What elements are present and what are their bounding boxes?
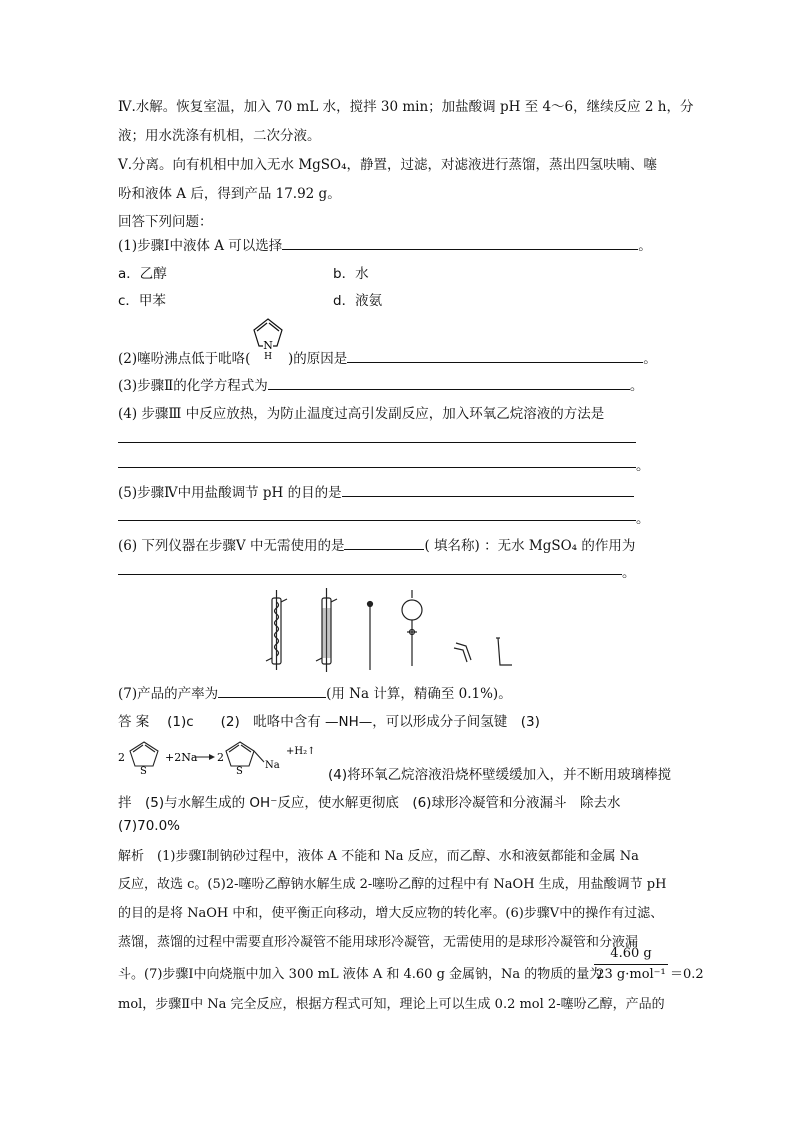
eq-plus: +2Na (165, 751, 198, 764)
question-4-end: 。 (636, 458, 650, 474)
adapter-icon (454, 643, 471, 662)
question-6 (118, 534, 635, 554)
thermometer-icon (368, 602, 373, 671)
option-b: b．水 (333, 266, 369, 282)
eq-arrow-head (209, 754, 215, 760)
question-7-post: (用 Na 计算，精确至 0.1%)。 (326, 686, 512, 702)
question-6-post: ( 填名称) ：无水 MgSO₄ 的作用为 (424, 538, 636, 554)
answer-blank-1[interactable] (282, 235, 638, 250)
question-2-end: 。 (643, 351, 657, 367)
question-3-end: 。 (629, 378, 644, 394)
question-1 (118, 234, 652, 254)
answer-blank-2[interactable] (347, 348, 643, 363)
question-2-pre: (2)噻吩沸点低于吡咯( (118, 351, 251, 367)
eq-coef2: 2 (217, 751, 224, 764)
step4-line1: Ⅳ.水解。恢复室温，加入 70 mL 水，搅拌 30 min；加盐酸调 pH 至 4～6，继续反应 2 h，分 (118, 99, 694, 115)
eq-S2: S (236, 766, 243, 777)
answer-blank-7[interactable] (218, 683, 326, 698)
explanation-line3: 的目的是将 NaOH 中和，使平衡正向移动，增大反应物的转化率。(6)步骤Ⅴ中的操作有过滤、 (118, 906, 664, 921)
eq-coef1: 2 (118, 751, 125, 764)
answer-blank-4a[interactable] (118, 442, 636, 443)
answer-line3: 拌 (5)与水解生成的 OH⁻反应，使水解更彻底 (6)球形冷凝管和分液漏斗 除去水 (118, 795, 621, 811)
explanation-line5-pre: 斗。(7)步骤Ⅰ中向烧瓶中加入 300 mL 液体 A 和 4.60 g 金属钠，Na 的物质的量为 (118, 967, 603, 982)
step5-line1: Ⅴ.分离。向有机相中加入无水 MgSO₄，静置，过滤，对滤液进行蒸馏，蒸出四氢呋喃、噻 (118, 157, 658, 173)
pyrrole-H: H (264, 352, 272, 361)
option-d: d．液氨 (333, 293, 383, 309)
explanation-line5-post: ＝0.2 (670, 967, 704, 982)
separatory-funnel-icon (402, 590, 422, 666)
answer-blank-5a[interactable] (342, 482, 634, 497)
option-c: c．甲苯 (118, 293, 166, 309)
reaction-equation (116, 734, 328, 780)
question-5 (118, 481, 634, 501)
answer-blank-4b[interactable] (118, 467, 636, 468)
answer-line4: (7)70.0% (118, 818, 181, 834)
question-5-text: (5)步骤Ⅳ中用盐酸调节 pH 的目的是 (118, 485, 342, 501)
beaker-icon (496, 638, 512, 665)
question-3-text: (3)步骤Ⅱ的化学方程式为 (118, 378, 268, 394)
fraction-denominator: 23 g·mol⁻¹ (596, 967, 666, 982)
answer-blank-5b[interactable] (118, 520, 636, 521)
pyrrole-structure (246, 313, 290, 361)
option-a: a．乙醇 (118, 266, 167, 282)
step5-line2: 吩和液体 A 后，得到产品 17.92 g。 (118, 186, 341, 202)
bulb-condenser-icon (266, 590, 287, 670)
fraction-bar (594, 964, 668, 965)
eq-Na: Na (265, 760, 280, 771)
thiophene-sodium-icon (226, 742, 264, 766)
apparatus-row (262, 588, 512, 673)
question-4: (4) 步骤Ⅲ 中反应放热，为防止温度过高引发副反应，加入环氧乙烷溶液的方法是 (118, 406, 605, 422)
step4-line2: 液；用水洗涤有机相，二次分液。 (118, 128, 321, 144)
question-6-end: 。 (622, 565, 636, 581)
question-1-end: 。 (638, 238, 652, 254)
explanation-line4: 蒸馏，蒸馏的过程中需要直形冷凝管不能用球形冷凝管，无需使用的是球形冷凝管和分液漏 (118, 935, 639, 950)
answer-line1: 答 案 (1)c (2) 吡咯中含有 —NH—，可以形成分子间氢键 (3) (118, 714, 540, 730)
fraction-numerator: 4.60 g (610, 946, 652, 961)
explanation-line1: 解析 (1)步骤Ⅰ制钠砂过程中，液体 A 不能和 Na 反应，而乙醇、水和液氨都能和金属 Na (118, 849, 639, 864)
question-7 (118, 682, 512, 702)
answer-blank-3[interactable] (268, 375, 630, 390)
thiophene-icon (130, 742, 158, 766)
question-6-pre: (6) 下列仪器在步骤Ⅴ 中无需使用的是 (118, 538, 345, 554)
eq-S1: S (140, 766, 147, 777)
question-3 (118, 374, 643, 394)
answer-blank-6a[interactable] (344, 535, 424, 550)
answer-line2: (4)将环氧乙烷溶液沿烧杯壁缓缓加入，并不断用玻璃棒搅 (328, 767, 672, 783)
question-1-text: (1)步骤Ⅰ中液体 A 可以选择 (118, 238, 283, 254)
answer-blank-6b[interactable] (118, 574, 622, 575)
prompt: 回答下列问题： (118, 214, 213, 230)
explanation-line6: mol，步骤Ⅱ中 Na 完全反应，根据方程式可知，理论上可以生成 0.2 mol 2-噻吩乙醇，产品的 (118, 997, 665, 1012)
question-7-pre: (7)产品的产率为 (118, 686, 219, 702)
eq-h2: +H₂↑ (286, 746, 316, 757)
straight-condenser-icon (316, 588, 337, 672)
question-5-end: 。 (636, 511, 650, 527)
explanation-line2: 反应，故选 c。(5)2-噻吩乙醇钠水解生成 2-噻吩乙醇的过程中有 NaOH 生成，用盐酸调节 pH (118, 877, 667, 892)
pyrrole-N: N (263, 339, 273, 352)
question-2-post-wrap (288, 347, 657, 367)
question-2-post: )的原因是 (288, 351, 348, 367)
